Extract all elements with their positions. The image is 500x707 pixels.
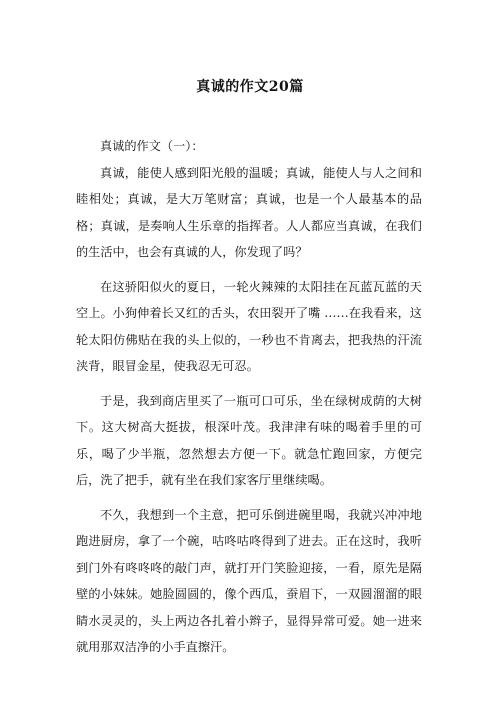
paragraph-2: 在这骄阳似火的夏日，一轮火辣辣的太阳挂在瓦蓝瓦蓝的天空上。小狗伸着长又红的舌头，农田裂开了嘴 ……在我看来，这轮太阳仿佛贴在我的头上似的，一秒也不肯离去，把我热的汗流浃背，眼冒金星，使我忍无可忍。 [76, 279, 422, 373]
section-subheading: 真诚的作文（一）： [100, 139, 204, 153]
document-body [76, 133, 422, 669]
paragraph-4: 不久，我想到一个主意，把可乐倒进碗里喝，我就兴冲冲地跑进厨房，拿了一个碗，咕咚咕咚得到了进去。正在这时，我听到门外有咚咚咚的敲门声，就打开门笑脸迎接，一看，原先是隔壁的小妹妹。她脸圆圆的，像个西瓜，蚕眉下，一双圆溜溜的眼睛水灵灵的，头上两边各扎着小辫子，显得异常可爱。她一进来就用那双洁净的小手直擦汗。 [76, 507, 422, 654]
paragraph-1: 真诚，能使人感到阳光般的温暖；真诚，能使人与人之间和睦相处；真诚，是大万笔财富；真诚，也是一个人最基本的品格；真诚，是奏响人生乐章的指挥者。人人都应当真诚，在我们的生活中，也会有真诚的人，你发现了吗？ [76, 165, 422, 259]
paragraph-3: 于是，我到商店里买了一瓶可口可乐，坐在绿树成荫的大树下。这大树高大挺拔，根深叶茂。我津津有味的喝着手里的可乐，喝了少半瓶，忽然想去方便一下。就急忙跑回家，方便完后，洗了把手，就有坐在我们家客厅里继续喝。 [76, 393, 422, 487]
document-title: 真诚的作文20篇 [196, 79, 304, 95]
